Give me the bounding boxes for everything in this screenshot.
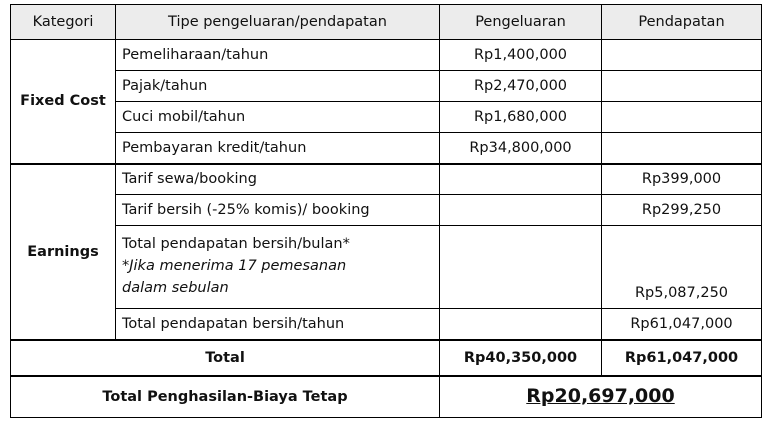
row-tipe: Tarif bersih (-25% komis)/ booking <box>116 195 440 226</box>
row-pendapatan: Rp299,250 <box>602 195 762 226</box>
table-row <box>11 102 762 133</box>
header-row <box>11 5 762 40</box>
table-row <box>11 164 762 195</box>
header-tipe: Tipe pengeluaran/pendapatan <box>116 5 440 40</box>
table-row <box>11 71 762 102</box>
row-tipe: Pembayaran kredit/tahun <box>116 133 440 164</box>
row-note-line-1: *Jika menerima 17 pemesanan <box>122 258 347 274</box>
row-pengeluaran <box>440 164 602 195</box>
total-pendapatan: Rp61,047,000 <box>602 340 762 376</box>
row-pengeluaran: Rp2,470,000 <box>440 71 602 102</box>
row-pendapatan <box>602 102 762 133</box>
header-pendapatan: Pendapatan <box>602 5 762 40</box>
row-tipe-multiline <box>116 226 440 309</box>
row-pengeluaran <box>440 226 602 309</box>
table-row <box>11 133 762 164</box>
row-tipe: Pajak/tahun <box>116 71 440 102</box>
table-row <box>11 309 762 340</box>
row-pendapatan <box>602 40 762 71</box>
grand-total-row <box>11 376 762 418</box>
table-row <box>11 40 762 71</box>
row-pengeluaran <box>440 309 602 340</box>
table-row <box>11 195 762 226</box>
row-tipe: Pemeliharaan/tahun <box>116 40 440 71</box>
total-label: Total <box>11 340 440 376</box>
grand-total-label: Total Penghasilan-Biaya Tetap <box>11 376 440 418</box>
header-pengeluaran: Pengeluaran <box>440 5 602 40</box>
row-tipe: Cuci mobil/tahun <box>116 102 440 133</box>
row-tipe: Tarif sewa/booking <box>116 164 440 195</box>
row-note-line-2: dalam sebulan <box>122 280 229 296</box>
finance-table <box>10 4 762 418</box>
category-fixed-cost: Fixed Cost <box>11 40 116 164</box>
header-kategori: Kategori <box>11 5 116 40</box>
total-row <box>11 340 762 376</box>
row-pendapatan: Rp399,000 <box>602 164 762 195</box>
total-pengeluaran: Rp40,350,000 <box>440 340 602 376</box>
row-pengeluaran: Rp34,800,000 <box>440 133 602 164</box>
row-pendapatan: Rp5,087,250 <box>602 226 762 309</box>
row-pengeluaran: Rp1,680,000 <box>440 102 602 133</box>
row-pengeluaran: Rp1,400,000 <box>440 40 602 71</box>
grand-total-cell <box>440 376 762 418</box>
row-tipe: Total pendapatan bersih/tahun <box>116 309 440 340</box>
row-pengeluaran <box>440 195 602 226</box>
row-pendapatan <box>602 71 762 102</box>
row-tipe: Total pendapatan bersih/bulan* <box>122 236 350 252</box>
row-pendapatan: Rp61,047,000 <box>602 309 762 340</box>
category-earnings: Earnings <box>11 164 116 340</box>
table-row <box>11 226 762 309</box>
row-pendapatan <box>602 133 762 164</box>
grand-total-value: Rp20,697,000 <box>526 384 675 407</box>
